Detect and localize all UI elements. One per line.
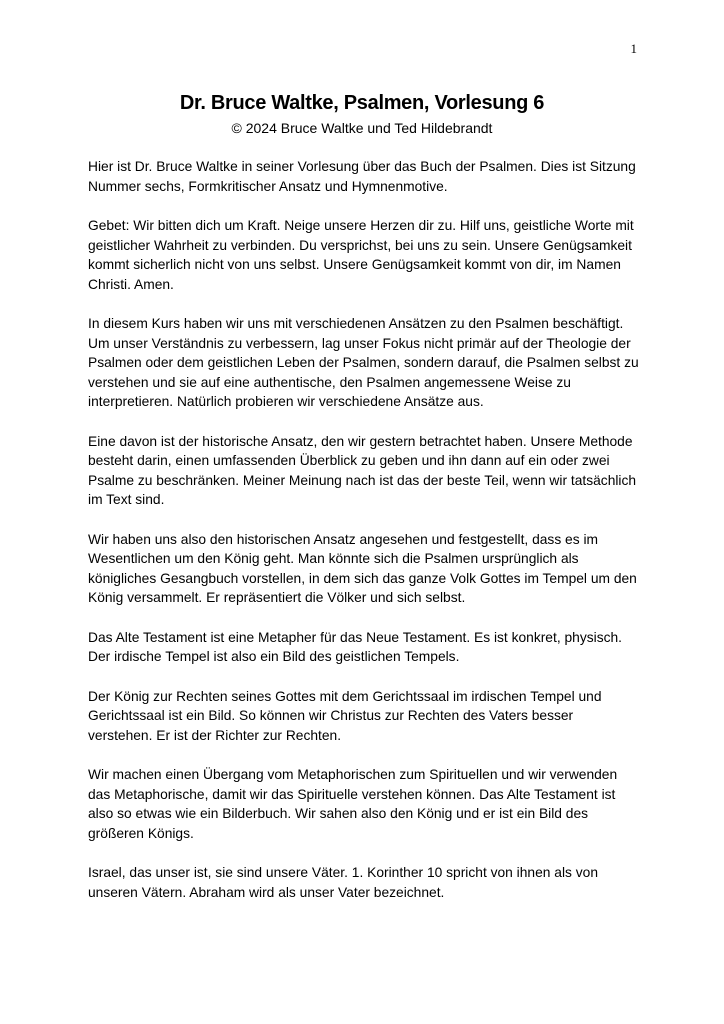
paragraph: Eine davon ist der historische Ansatz, den wir gestern betrachtet haben. Unsere Methode besteht darin, einen umfassenden Überblick zu geben und ihn dann auf ein oder zwei Psalme zu beschränken. Meiner Meinung nach ist das der beste Teil, wenn wir tatsächlich im Text sind. (88, 433, 637, 507)
paragraph: Israel, das unser ist, sie sind unsere Väter. 1. Korinther 10 spricht von ihnen als von unseren Vätern. Abraham wird als unser Vater bezeichnet. (88, 865, 598, 900)
paragraph: Wir haben uns also den historischen Ansatz angesehen und festgestellt, dass es im Wesentlichen um den König geht. Man könnte sich die Psalmen ursprünglich als königliches Gesangbuch vorstellen, in dem sich das ganze Volk Gottes im Tempel um den König versammelt. Er repräsentiert die Völker und sich selbst. (88, 531, 637, 605)
page-number: 1 (630, 41, 637, 56)
document-title: Dr. Bruce Waltke, Psalmen, Vorlesung 6 (179, 92, 545, 114)
paragraph-prayer: Gebet: Wir bitten dich um Kraft. Neige unsere Herzen dir zu. Hilf uns, geistliche Worte mit geistlicher Wahrheit zu verbinden. Du versprichst, bei uns zu sein. Unsere Genügsamkeit kommt sicherlich nicht von uns selbst. Unsere Genügsamkeit kommt von dir, im Namen Christi. Amen. (88, 218, 634, 292)
paragraph-intro: Hier ist Dr. Bruce Waltke in seiner Vorlesung über das Buch der Psalmen. Dies ist Sitzung Nummer sechs, Formkritischer Ansatz und Hymnenmotive. (88, 159, 636, 194)
paragraph: Das Alte Testament ist eine Metapher für das Neue Testament. Es ist konkret, physisch. Der irdische Tempel ist also ein Bild des geistlichen Tempels. (88, 629, 622, 664)
paragraph: Der König zur Rechten seines Gottes mit dem Gerichtssaal im irdischen Tempel und Gerichtssaal ist ein Bild. So können wir Christus zur Rechten des Vaters besser verstehen. Er ist der Richter zur Rechten. (88, 688, 602, 743)
copyright-line: © 2024 Bruce Waltke und Ted Hildebrandt (231, 120, 493, 136)
paragraph: In diesem Kurs haben wir uns mit verschiedenen Ansätzen zu den Psalmen beschäftigt. Um unser Verständnis zu verbessern, lag unser Fokus nicht primär auf der Theologie der Psalmen oder dem geistlichen Leben der Psalmen, sondern darauf, die Psalmen selbst zu verstehen und sie auf eine authentische, den Psalmen angemessene Weise zu interpretieren. Natürlich probieren wir verschiedene Ansätze aus. (88, 316, 639, 409)
paragraph: Wir machen einen Übergang vom Metaphorischen zum Spirituellen und wir verwenden das Metaphorische, damit wir das Spirituelle verstehen können. Das Alte Testament ist also so etwas wie ein Bilderbuch. Wir sahen also den König und er ist ein Bild des größeren Königs. (88, 767, 618, 841)
document-body (88, 157, 640, 922)
